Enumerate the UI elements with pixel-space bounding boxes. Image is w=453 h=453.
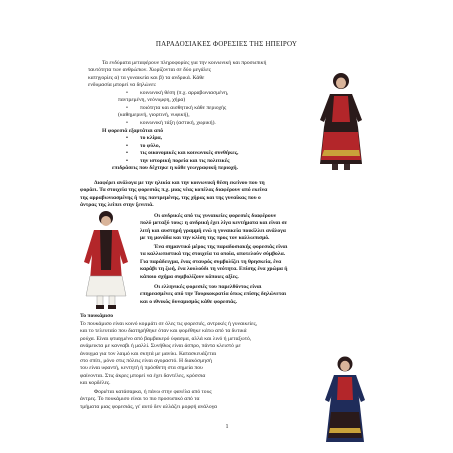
text-line: τα καλλωπιστικά της στοιχεία τα οποία, αποτελούν σύμβολα. <box>140 251 286 258</box>
list-item: • τις οικονομικές και κοινωνικές συνθήκες, <box>88 150 323 157</box>
text-line: Για παράδειγμα, ένας σταυρός συμβολίζει τη θρησκεία, ένα <box>140 258 282 265</box>
symbols-paragraph <box>140 244 376 281</box>
shirt-paragraph-2 <box>80 389 316 411</box>
text-line: Οι ελληνικές φορεσιές του παρελθόντος είναι <box>154 284 262 290</box>
text-line: και ο ιθνικός δυναμισμός κάθε φορεσιάς. <box>140 298 237 305</box>
text-line: άντρες. Το πουκάμισο είναι το πιο προσωπικό από τα <box>80 396 200 403</box>
text-line: άντρας της λείπει στην ξενιτιά. <box>80 202 154 209</box>
text-line: με τη μονάδα και την κλίση της προς τον καλλωπισμό. <box>140 235 270 242</box>
list-item: • το φύλο, <box>88 143 323 150</box>
list-tail: επιδράσεις που δέχτηκε η κάθε γεωγραφική περιοχή. <box>112 165 238 172</box>
text-line: στο σπίτι, μόνο στις πόλεις είναι αγοραστό. Η διακόσμησή <box>80 358 212 365</box>
text-line: Διαφέρει ανάλογα με την ηλικία και την κοινωνική θέση εκείνου που τη <box>94 180 265 186</box>
text-line: του είναι υφαντή, κεντητή ή πρόσθετη στα σημεία που <box>80 365 203 372</box>
costume-figure-1 <box>312 72 370 172</box>
text-line: Τα ενδύματα μεταφέρουν πληροφορίες για την κοινωνική και προσωπική <box>102 60 267 66</box>
list-item: • κοινωνική θέση (π.χ. αρραβωνιασμένη, <box>88 90 318 97</box>
list-item: • κοινωνική τάξη (αστική, χωρική). <box>88 120 318 127</box>
text-line: της αρραβωνιασμένης ή της παντρεμένης, της χήρας και της γυναίκας που ο <box>80 194 261 201</box>
costume-figure-2 <box>78 210 134 310</box>
text-line: πολύ μεταξύ τους: η ανδρική έχει λίγα κεντήματα και είναι σε <box>140 220 288 227</box>
text-line: λιτή και αυστηρή γραμμή ενώ η γυναικεία ποικίλλει ανάλογα <box>140 227 286 234</box>
text-line: ταυτότητα των ανθρώπων. Χωρίζονται σε δύο μεγάλες <box>88 67 211 74</box>
text-line: καράβι τη ζωή, ένα λουλούδι τη νεότητα. Επίσης ένα χρώμα ή <box>140 266 288 273</box>
text-line: φοράει. Τα στοιχεία της φορεσιάς π.χ. μιας νέας κοπέλας διαφέρουν από εκείνα <box>80 187 268 194</box>
men-women-paragraph <box>140 213 376 243</box>
text-line: κάποιο σχήμα συμβολίζουν κάποιες αξίες. <box>140 273 239 280</box>
greek-costumes-paragraph <box>140 284 376 306</box>
list-item: • ποιότητα και αισθητική κάθε περιοχής <box>88 105 318 112</box>
identity-list <box>88 90 318 127</box>
page-title: ΠΑΡΑΔΟΣΙΑΚΕΣ ΦΟΡΕΣΙΕΣ ΤΗΣ ΗΠΕΙΡΟΥ <box>155 40 298 48</box>
section-heading: Το πουκάμισο <box>80 313 113 319</box>
list-item-cont: (καθημερινή, γιορτινή, νυφική), <box>118 112 190 119</box>
text-line: Οι ανδρικές από τις γυναικείες φορεσιές διαφέρουν <box>154 213 277 219</box>
text-line: ρούχα. Είναι φτιαγμένο από βαμβακερό ύφασμα, αλλά και λινό ή μεταξωτό, <box>80 335 252 342</box>
list-heading: Η φορεσιά εξαρτάται από <box>102 128 163 134</box>
text-line: Το πουκάμισο είναι κοινό κομμάτι σε όλες τις φορεσιές, αντρικές ή γυναικείες, <box>80 321 258 327</box>
text-line: κατηγορίες α) τα γυναικεία και β) τα ανδρικά. Κάθε <box>88 74 205 81</box>
text-line: και κορδέλες. <box>80 380 111 387</box>
text-line: ανάμεικτα με κανναβι ή μαλλί. Συνήθως είναι άσπρο, πάντα κλειστό με <box>80 343 241 350</box>
text-line: επηρεασμένες από την Τουρκοκρατία όπως επίσης δηλώνεται <box>140 291 287 298</box>
text-line: άνοιγμα για τον λαιμό και σκητά με μανίκι. Κατασκευάζεται <box>80 350 217 357</box>
text-line: φαίνονται. Στις άκρες μπορεί να έχει δαντέλες, κρόσσια <box>80 372 206 379</box>
text-line: Φοριέται κατάσαρκα, ή πάνω στην φανέλα από τους <box>94 389 212 395</box>
text-line: ενδυμασία μπορεί να δηλώνει: <box>88 82 157 89</box>
dependency-list <box>88 128 323 172</box>
list-item: • την ιστορική πορεία και τις πολιτικές <box>88 158 323 165</box>
text-line: τμήματα μιας φορεσιάς, γι' αυτό δεν αλλάζει μορφή ανάλογα <box>80 403 218 410</box>
text-line: και το τελευταίο που διατηρήθηκε όταν και φορέθηκε κάτω από τα δυτικά <box>80 328 247 335</box>
list-item-cont: παντρεμένη, νεόνυμφη, χήρα) <box>118 97 186 104</box>
difference-paragraph <box>80 180 376 210</box>
text-line: Ένα σημαντικό μέρος της παραδοσιακής φορεσιάς είναι <box>154 244 288 250</box>
page-number: 1 <box>225 424 229 430</box>
list-item: • το κλίμα, <box>88 135 323 142</box>
costume-figure-3 <box>318 356 372 448</box>
